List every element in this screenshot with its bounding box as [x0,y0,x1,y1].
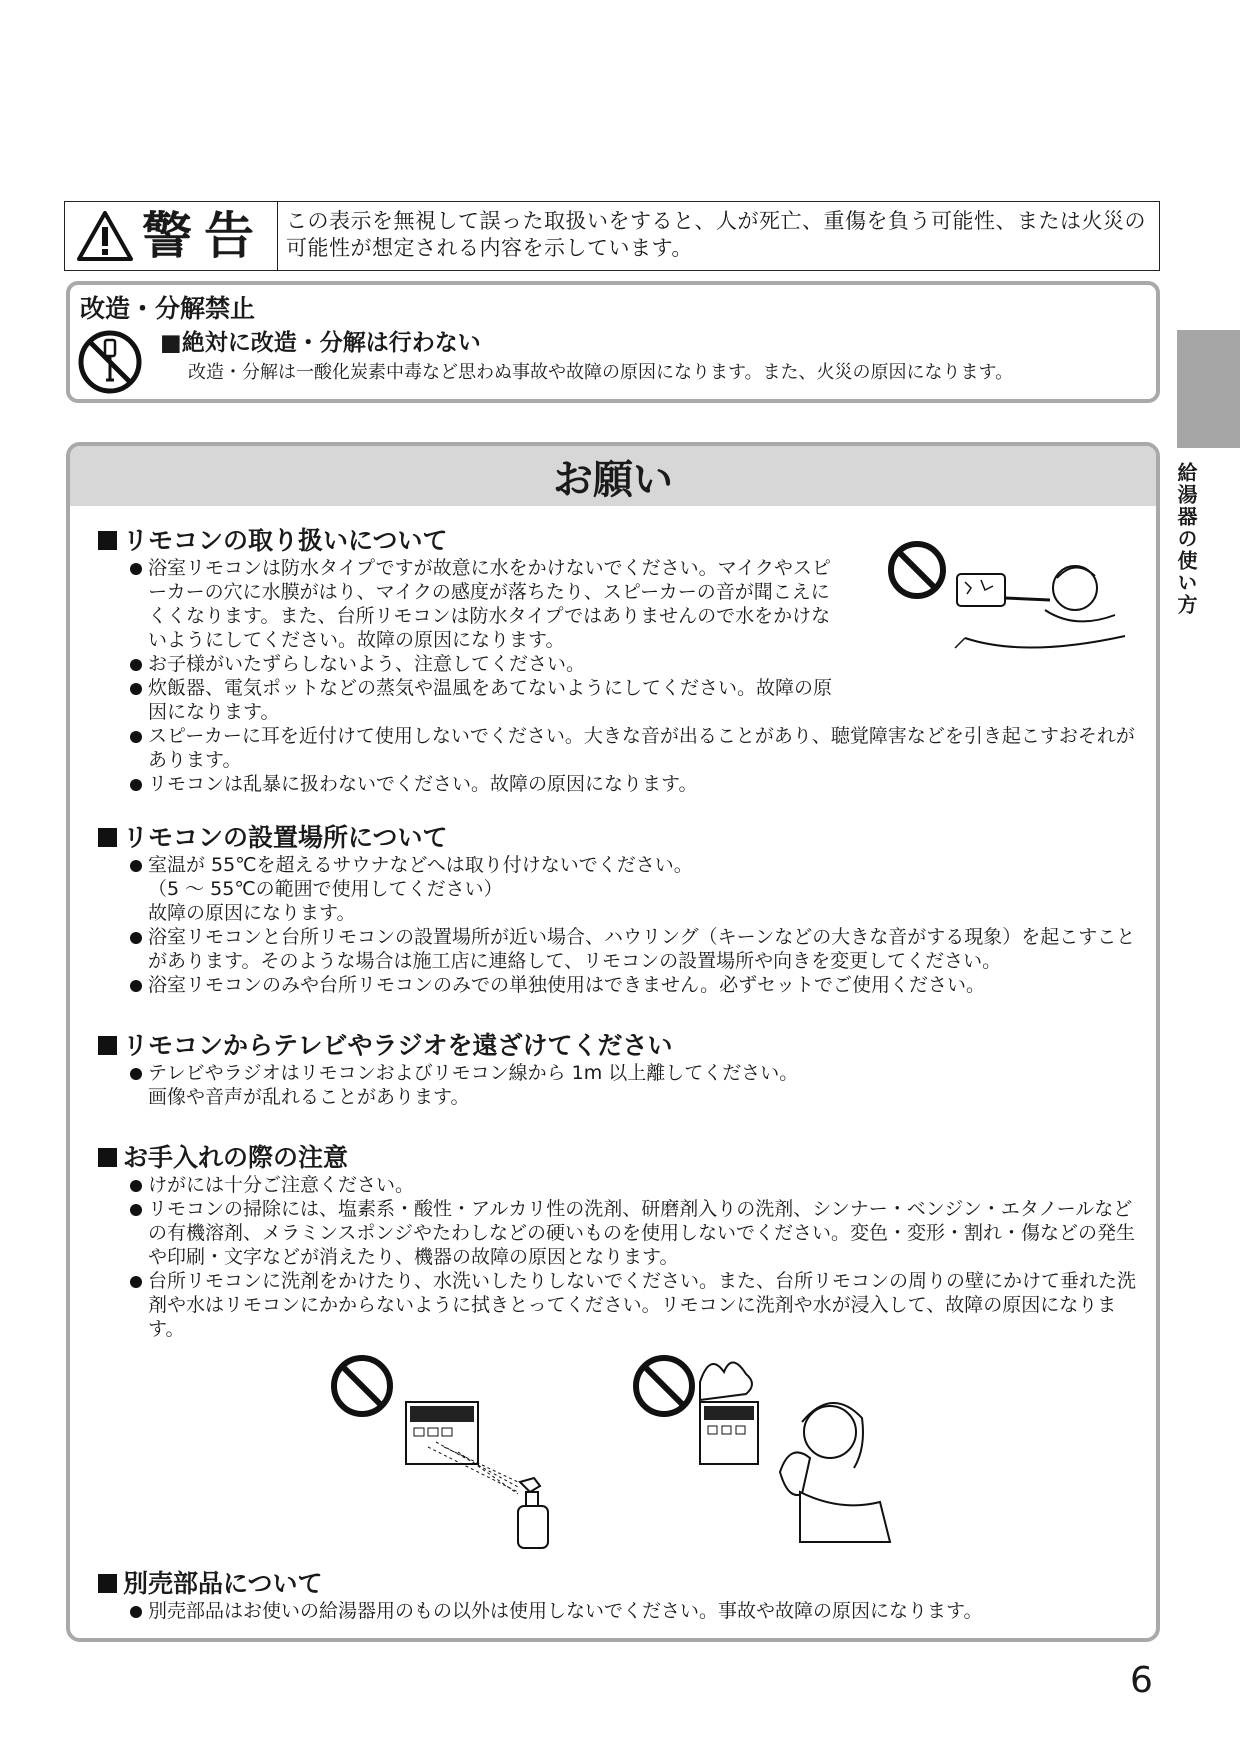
section-keep-away-tv-radio [98,1031,1138,1109]
list-item-continuation: 画像や音声が乱れることがあります。 [148,1086,470,1108]
list-item: スピーカーに耳を近付けて使用しないでください。大きな音が出ることがあり、聴覚障害などを引き起こすおそれがあります。 [130,724,1138,772]
prohibition-box [66,281,1160,403]
section-heading: お手入れの際の注意 [98,1143,1138,1173]
section-optional-parts [98,1569,1138,1623]
list-item: けがには十分ご注意ください。 [130,1173,1138,1197]
list-item: リモコンの掃除には、塩素系・酸性・アルカリ性の洗剤、研磨剤入りの洗剤、シンナー・ベンジン・エタノールなどの有機溶剤、メラミンスポンジやたわしなどの硬いものを使用しないでください。変色・変形・割れ・傷などの発生や印刷・文字などが消えたり、機器の故障の原因となります。 [130,1197,1138,1269]
section-heading: リモコンからテレビやラジオを遠ざけてください [98,1031,1138,1061]
list-item-continuation: （5 ～ 55℃の範囲で使用してください） [148,878,503,900]
no-water-wipe-illustration [630,1342,940,1552]
no-disassembly-icon [76,328,144,396]
warning-label: 警告 [142,207,266,265]
list-item: 浴室リモコンは防水タイプですが故意に水をかけないでください。マイクやスピーカーの穴に水膜がはり、マイクの感度が落ちたり、スピーカーの音が聞こえにくくなります。また、台所リモコンは防水タイプではありませんので水をかけないようにしてください。故障の原因になります。 [130,556,848,652]
prohibition-title: 改造・分解禁止 [80,294,256,323]
warning-description: この表示を無視して誤った取扱いをすると、人が死亡、重傷を負う可能性、または火災の可能性が想定される内容を示しています。 [286,209,1146,260]
section-installation-location [98,823,1138,997]
prohibition-body: 改造・分解は一酸化炭素中毒など思わぬ事故や故障の原因になります。また、火災の原因になります。 [188,362,1014,383]
list-item: 浴室リモコンと台所リモコンの設置場所が近い場合、ハウリング（キーンなどの大きな音がする現象）を起こすことがあります。そのような場合は施工店に連絡して、リモコンの設置場所や向きを変更してください。 [130,925,1138,973]
warning-label-cell [65,202,278,270]
chapter-tab [1177,330,1240,448]
list-item: リモコンは乱暴に扱わないでください。故障の原因になります。 [130,772,1138,796]
list-item: 浴室リモコンのみや台所リモコンのみでの単独使用はできません。必ずセットでご使用ください。 [130,973,1138,997]
list-item: 室温が 55℃を超えるサウナなどへは取り付けないでください。 [130,853,1138,877]
warning-banner [64,201,1160,271]
section-cleaning-notes [98,1143,1138,1341]
no-symbol-icon [636,1358,692,1414]
list-item: テレビやラジオはリモコンおよびリモコン線から 1m 以上離してください。 [130,1061,1138,1085]
no-symbol-icon [891,544,943,596]
section-heading: リモコンの設置場所について [98,823,1138,853]
request-box [66,442,1160,1642]
warning-triangle-icon [76,210,134,262]
list-item: 台所リモコンに洗剤をかけたり、水洗いしたりしないでください。また、台所リモコンの周りの壁にかけて垂れた洗剤や水はリモコンにかからないように拭きとってください。リモコンに洗剤や水が浸入して、故障の原因になります。 [130,1269,1138,1341]
request-title: お願い [70,446,1156,506]
list-item: 炊飯器、電気ポットなどの蒸気や温風をあてないようにしてください。故障の原因になります。 [130,676,848,724]
list-item: お子様がいたずらしないよう、注意してください。 [130,652,1138,676]
list-item-continuation: 故障の原因になります。 [148,902,356,924]
child-splashing-remote-illustration [885,538,1135,663]
page-number: 6 [1130,1660,1153,1701]
chapter-tab-label: 給湯器の使い方 [1174,462,1198,616]
section-heading: 別売部品について [98,1569,1138,1599]
section-heading: リモコンの取り扱いについて [98,526,1138,556]
no-symbol-icon [334,1358,390,1414]
no-spray-cleaner-illustration [328,1352,628,1552]
prohibition-subtitle: ■絶対に改造・分解は行わない [160,330,481,356]
list-item: 別売部品はお使いの給湯器用のもの以外は使用しないでください。事故や故障の原因になります。 [130,1599,1138,1623]
